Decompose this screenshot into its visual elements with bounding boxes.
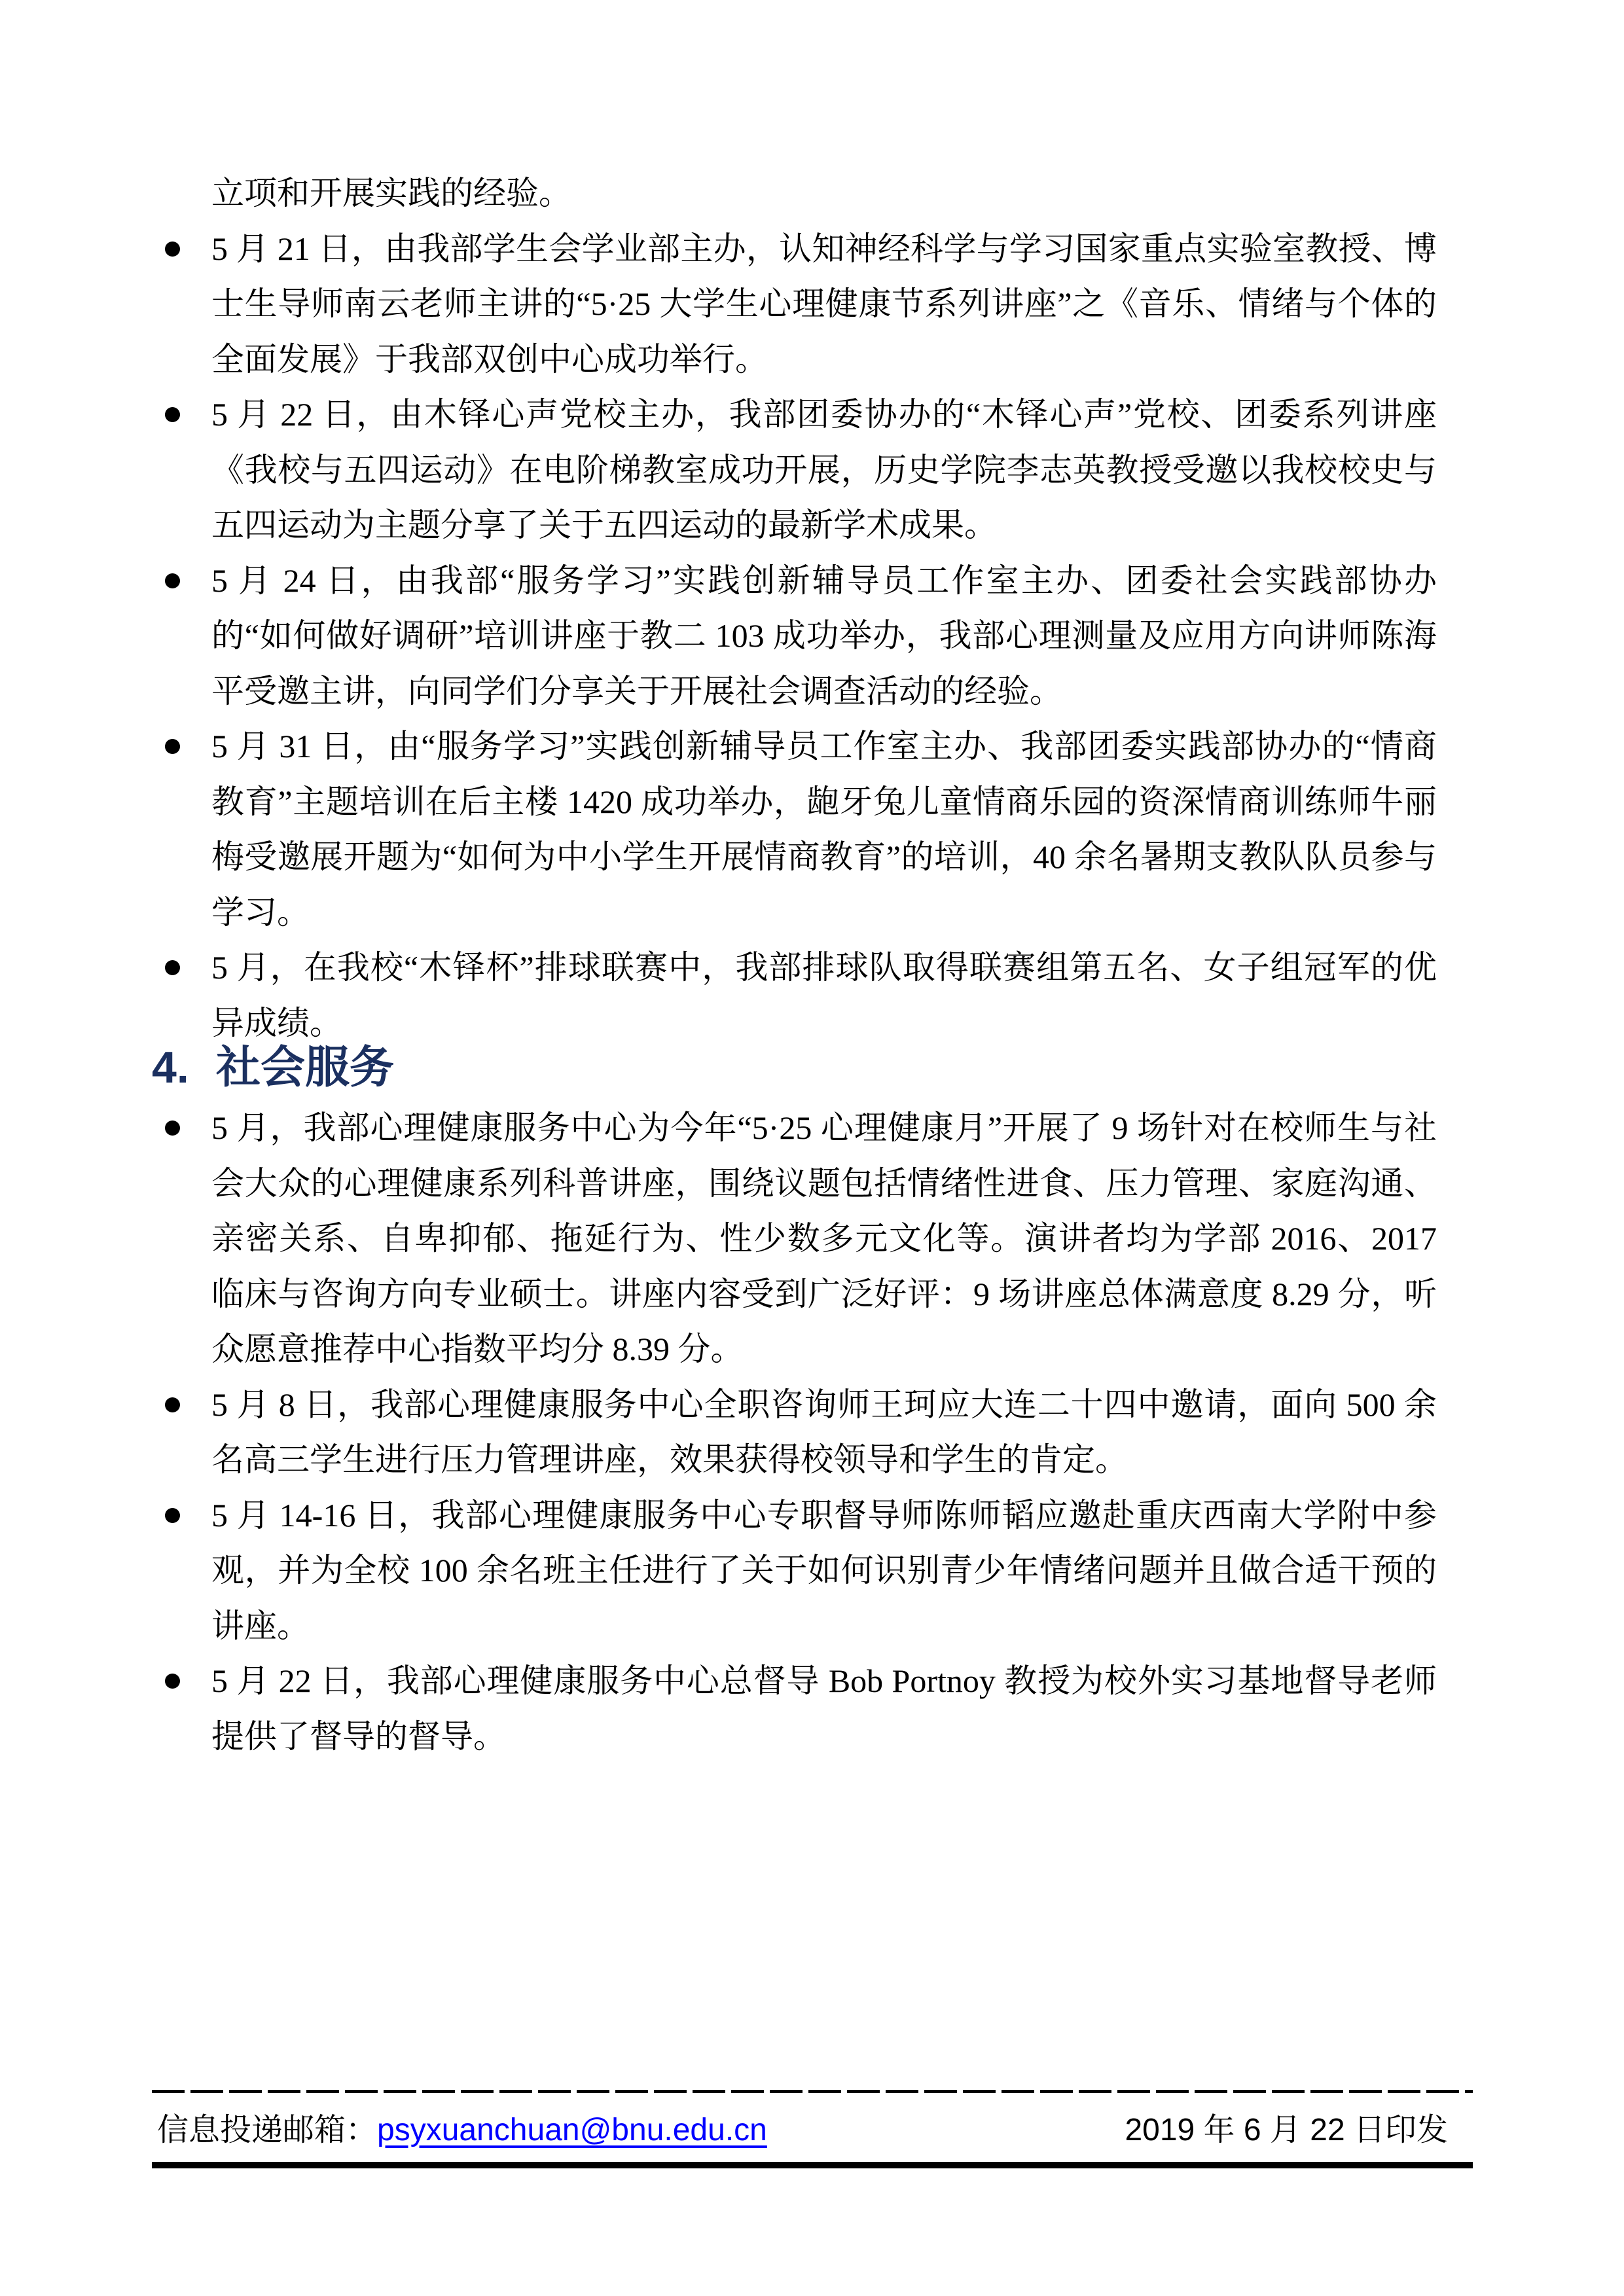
bullet-item [211,719,1437,940]
footer-date: 2019 年 6 月 22 日印发 [1125,2113,1448,2147]
footer-contact [157,2106,767,2155]
bullet-item-text: 5 月，我部心理健康服务中心为今年“5·25 心理健康月”开展了 9 场针对在校师生与社会大众的心理健康系列科普讲座，围绕议题包括情绪性进食、压力管理、家庭沟通、亲密关系、自卑抑郁、拖延行为、性少数多元文化等。演讲者均为学部 2016、2017 临床与咨询方向专业硕士。讲座内容受到广泛好评：9 场讲座总体满意度 8.29 分，听众愿意推荐中心指数平均分 8.39 分。 [211,1109,1437,1367]
bullet-icon [165,739,180,754]
bullet-icon [165,573,180,588]
bullet-icon [165,407,180,422]
section-heading-number: 4. [152,1043,189,1092]
bullet-item [211,387,1437,553]
bullet-item [211,1653,1437,1764]
bullet-item [211,940,1437,1050]
bullet-item-text: 5 月 8 日，我部心理健康服务中心全职咨询师王珂应大连二十四中邀请，面向 500 余名高三学生进行压力管理讲座，效果获得校领导和学生的肯定。 [211,1386,1437,1478]
bullet-item [211,1377,1437,1488]
bullet-item [211,221,1437,387]
bullet-item-text: 5 月，在我校“木铎杯”排球联赛中，我部排球队取得联赛组第五名、女子组冠军的优异成绩。 [211,949,1437,1041]
bullet-item-text: 5 月 22 日，我部心理健康服务中心总督导 Bob Portnoy 教授为校外实习基地督导老师提供了督导的督导。 [211,1662,1437,1755]
footer-divider-dashed [152,2090,1473,2093]
bullet-item-text: 5 月 21 日，由我部学生会学业部主办，认知神经科学与学习国家重点实验室教授、博士生导师南云老师主讲的“5·25 大学生心理健康节系列讲座”之《音乐、情绪与个体的全面发展》于我部双创中心成功举行。 [211,230,1437,378]
section-heading-title: 社会服务 [216,1043,395,1092]
bullet-item-text: 5 月 14-16 日，我部心理健康服务中心专职督导师陈师韬应邀赴重庆西南大学附中参观，并为全校 100 余名班主任进行了关于如何识别青少年情绪问题并且做合适干预的讲座。 [211,1496,1437,1644]
bullet-icon [165,242,180,257]
footer-email-label: 信息投递邮箱： [157,2113,378,2147]
intro-paragraph: 立项和开展实践的经验。 [211,175,571,211]
bullet-icon [165,1397,180,1412]
bullet-item [211,1488,1437,1654]
bullet-icon [165,1508,180,1523]
bullet-item [211,1100,1437,1377]
bullet-icon [165,1121,180,1136]
document-body [152,166,1437,1764]
footer [157,2106,1448,2155]
bullet-item-text: 5 月 31 日，由“服务学习”实践创新辅导员工作室主办、我部团委实践部协办的“情商教育”主题培训在后主楼 1420 成功举办，龅牙兔儿童情商乐园的资深情商训练师牛丽梅受邀展开题为“如何为中小学生开展情商教育”的培训，40 余名暑期支教队队员参与学习。 [211,728,1437,931]
bullet-item [211,553,1437,719]
footer-email-link[interactable]: psyxuanchuan@bnu.edu.cn [377,2113,767,2147]
bullet-icon [165,960,180,975]
bullet-item-text: 5 月 24 日，由我部“服务学习”实践创新辅导员工作室主办、团委社会实践部协办的“如何做好调研”培训讲座于教二 103 成功举办，我部心理测量及应用方向讲师陈海平受邀主讲，向同学们分享关于开展社会调查活动的经验。 [211,562,1437,709]
bullet-icon [165,1674,180,1689]
bullet-item-text: 5 月 22 日，由木铎心声党校主办，我部团委协办的“木铎心声”党校、团委系列讲座《我校与五四运动》在电阶梯教室成功开展，历史学院李志英教授受邀以我校校史与五四运动为主题分享了关于五四运动的最新学术成果。 [211,396,1437,543]
footer-divider-solid [152,2162,1473,2168]
